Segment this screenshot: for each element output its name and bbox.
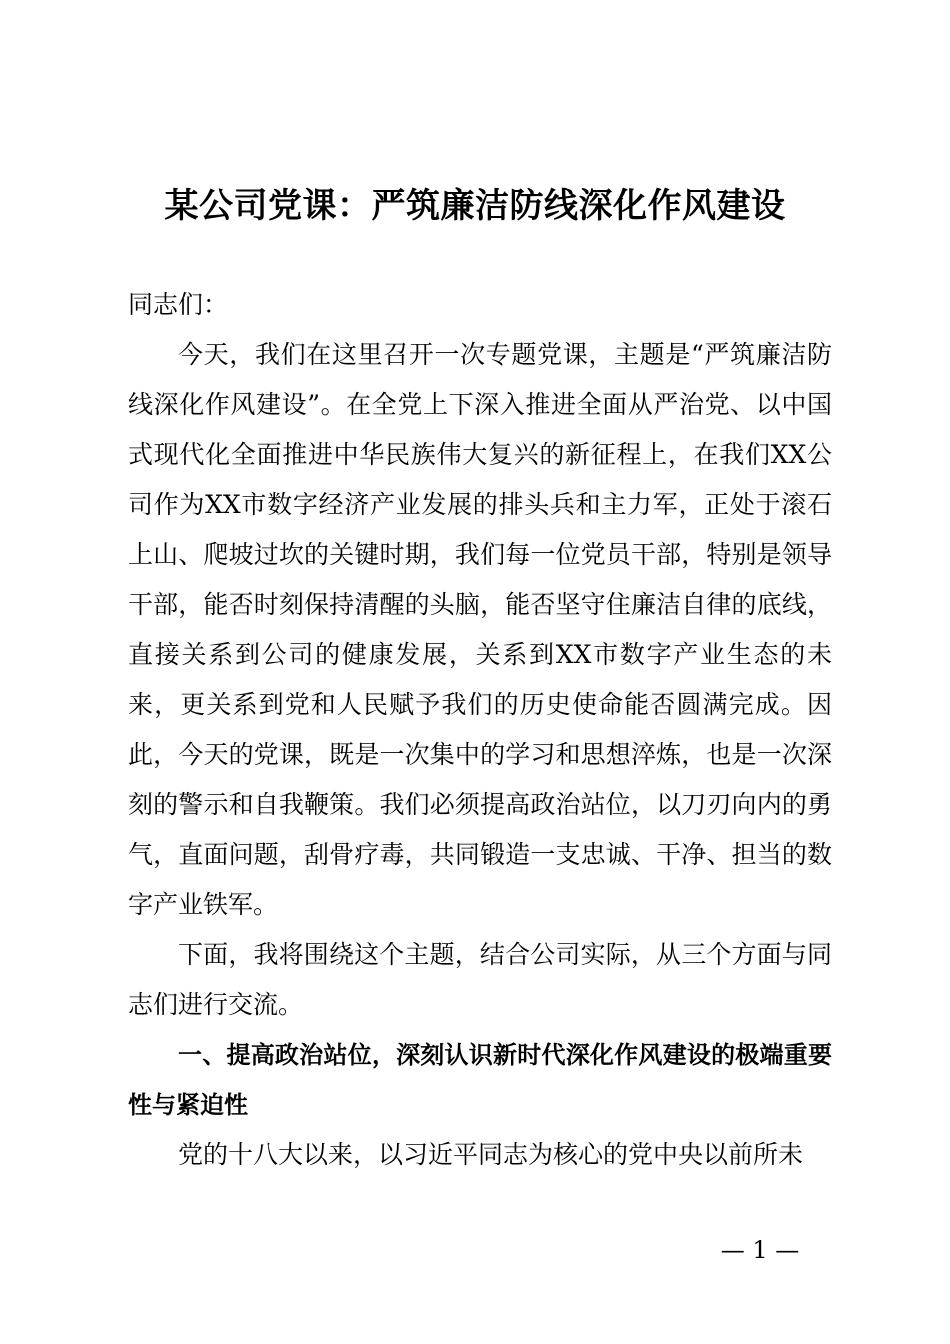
section-heading: 一、提高政治站位，深刻认识新时代深化作风建设的极端重要性与紧迫性 — [128, 1041, 832, 1119]
document-title: 某公司党课：严筑廉洁防线深化作风建设 — [164, 186, 786, 226]
document-body — [128, 280, 832, 1180]
body-paragraph: 下面，我将围绕这个主题，结合公司实际，从三个方面与同志们进行交流。 — [128, 940, 832, 1019]
salutation: 同志们： — [128, 290, 229, 319]
body-paragraph: 党的十八大以来，以习近平同志为核心的党中央以前所未 — [178, 1140, 804, 1169]
page-number: — 1 — — [720, 1236, 800, 1264]
body-paragraph: 今天，我们在这里召开一次专题党课，主题是“严筑廉洁防线深化作风建设”。在全党上下深入推进全面从严治党、以中国式现代化全面推进中华民族伟大复兴的新征程上，在我们XX公司作为XX市数字经济产业发展的排头兵和主力军，正处于滚石上山、爬坡过坎的关键时期，我们每一位党员干部，特别是领导干部，能否时刻保持清醒的头脑，能否坚守住廉洁自律的底线，直接关系到公司的健康发展，关系到XX市数字产业生态的未来，更关系到党和人民赋予我们的历史使命能否圆满完成。因此，今天的党课，既是一次集中的学习和思想淬炼，也是一次深刻的警示和自我鞭策。我们必须提高政治站位，以刀刃向内的勇气，直面问题，刮骨疗毒，共同锻造一支忠诚、干净、担当的数字产业铁军。 — [128, 340, 832, 919]
